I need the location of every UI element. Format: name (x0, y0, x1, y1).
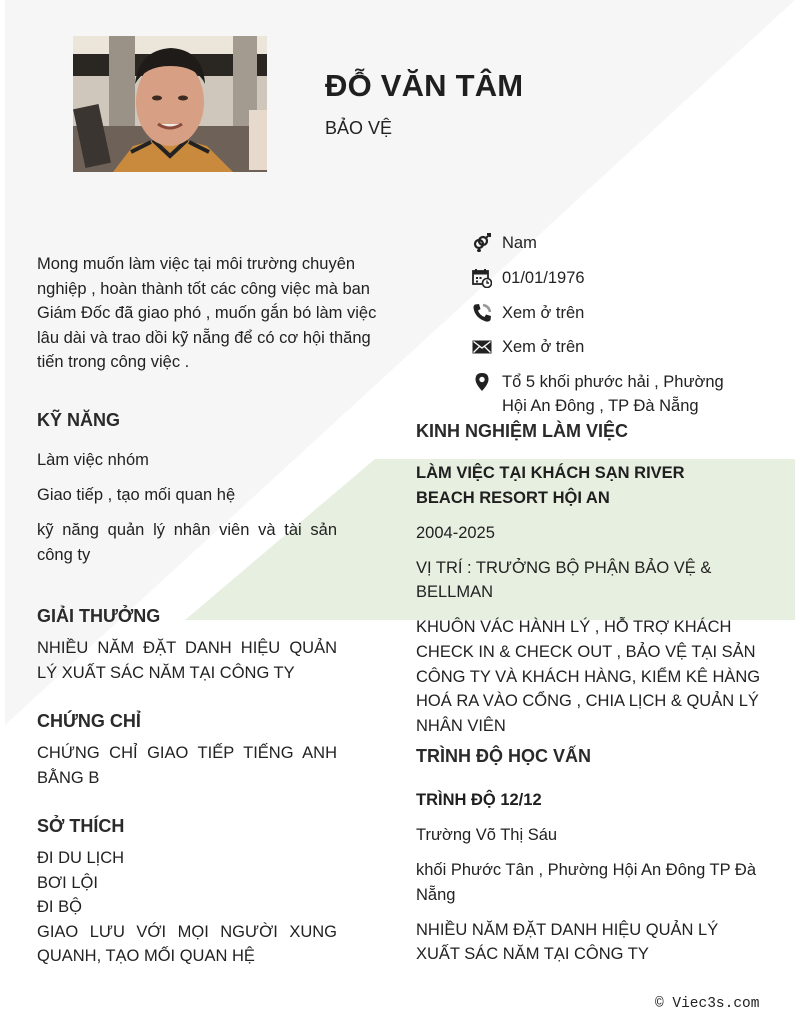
contact-gender (472, 231, 762, 255)
envelope-icon (472, 335, 502, 359)
candidate-name: ĐỖ VĂN TÂM (325, 68, 524, 103)
career-objective: Mong muốn làm việc tại môi trường chuyên nghiệp , hoàn thành tốt các công việc mà ban Giám Đốc đã giao phó , muốn gắn bó làm việc lâu dài và trao dồi kỹ nẵng để có cơ hội thăng tiến trong công việc . (37, 255, 377, 372)
contact-gender-value: Nam (502, 234, 537, 252)
gender-icon (472, 231, 502, 255)
awards-section (37, 606, 337, 685)
contact-address-value: Tổ 5 khối phước hải , Phường Hội An Đông , TP Đà Nẵng (502, 373, 724, 416)
certificates-heading: CHỨNG CHỈ (37, 711, 141, 731)
contact-email-value: Xem ở trên (502, 338, 585, 357)
experience-company: LÀM VIỆC TẠI KHÁCH SẠN RIVER BEACH RESORT HỘI AN (416, 464, 685, 507)
skill-item: kỹ năng quản lý nhân viên và tài sản công ty (37, 521, 337, 564)
education-note: NHIỀU NĂM ĐẶT DANH HIỆU QUẢN LÝ XUẤT SÁC NĂM TẠI CÔNG TY (416, 920, 719, 964)
education-school: Trường Võ Thị Sáu (416, 826, 558, 845)
skill-item: Làm việc nhóm (37, 451, 149, 469)
certificates-text: CHỨNG CHỈ GIAO TIẾP TIẾNG ANH BẰNG B (37, 744, 337, 787)
calendar-icon (472, 266, 502, 290)
education-address: khối Phước Tân , Phường Hội An Đông TP Đà Nẵng (416, 861, 756, 904)
experience-position: VỊ TRÍ : TRƯỞNG BỘ PHẬN BẢO VỆ & BELLMAN (416, 558, 712, 602)
experience-description: KHUÔN VÁC HÀNH LÝ , HỖ TRỢ KHÁCH CHECK IN & CHECK OUT , BẢO VỆ TẠI SẢN CÔNG TY VÀ KHÁCH HÀNG, KIỂM KÊ HÀNG HOÁ RA VÀO CỔNG , CHIA LỊCH & QUẢN LÝ NHÂN VIÊN (416, 618, 761, 735)
education-heading: TRÌNH ĐỘ HỌC VẤN (416, 746, 591, 766)
profile-photo (73, 36, 267, 172)
footer-copyright: © Viec3s.com (655, 996, 760, 1012)
certificates-section (37, 711, 337, 790)
phone-icon (472, 301, 502, 325)
contact-info (472, 231, 762, 429)
hobby-item: GIAO LƯU VỚI MỌI NGƯỜI XUNG QUANH, TẠO MỐI QUAN HỆ (37, 922, 337, 966)
hobby-item: ĐI DU LỊCH (37, 849, 125, 867)
hobbies-heading: SỞ THÍCH (37, 816, 125, 836)
skill-item: Giao tiếp , tạo mối quan hệ (37, 486, 236, 505)
education-degree: TRÌNH ĐỘ 12/12 (416, 791, 542, 809)
awards-heading: GIẢI THƯỞNG (37, 606, 161, 626)
skills-section (37, 410, 337, 567)
education-section (416, 746, 776, 967)
hobby-item: BƠI LỘI (37, 873, 98, 892)
awards-text: NHIỀU NĂM ĐẶT DANH HIỆU QUẢN LÝ XUẤT SÁC NĂM TẠI CÔNG TY (37, 639, 337, 682)
experience-period: 2004-2025 (416, 523, 495, 542)
contact-address (472, 370, 762, 418)
contact-phone (472, 301, 762, 325)
contact-phone-value: Xem ở trên (502, 303, 585, 322)
contact-email (472, 335, 762, 359)
experience-heading: KINH NGHIỆM LÀM VIỆC (416, 421, 629, 441)
candidate-job-title: BẢO VỆ (325, 118, 393, 138)
skills-heading: KỸ NĂNG (37, 410, 121, 430)
experience-section (416, 421, 776, 738)
contact-birthdate-value: 01/01/1976 (502, 268, 585, 287)
location-pin-icon (472, 370, 502, 394)
hobbies-section (37, 816, 337, 969)
hobby-item: ĐI BỘ (37, 898, 82, 917)
contact-birthdate (472, 266, 762, 290)
